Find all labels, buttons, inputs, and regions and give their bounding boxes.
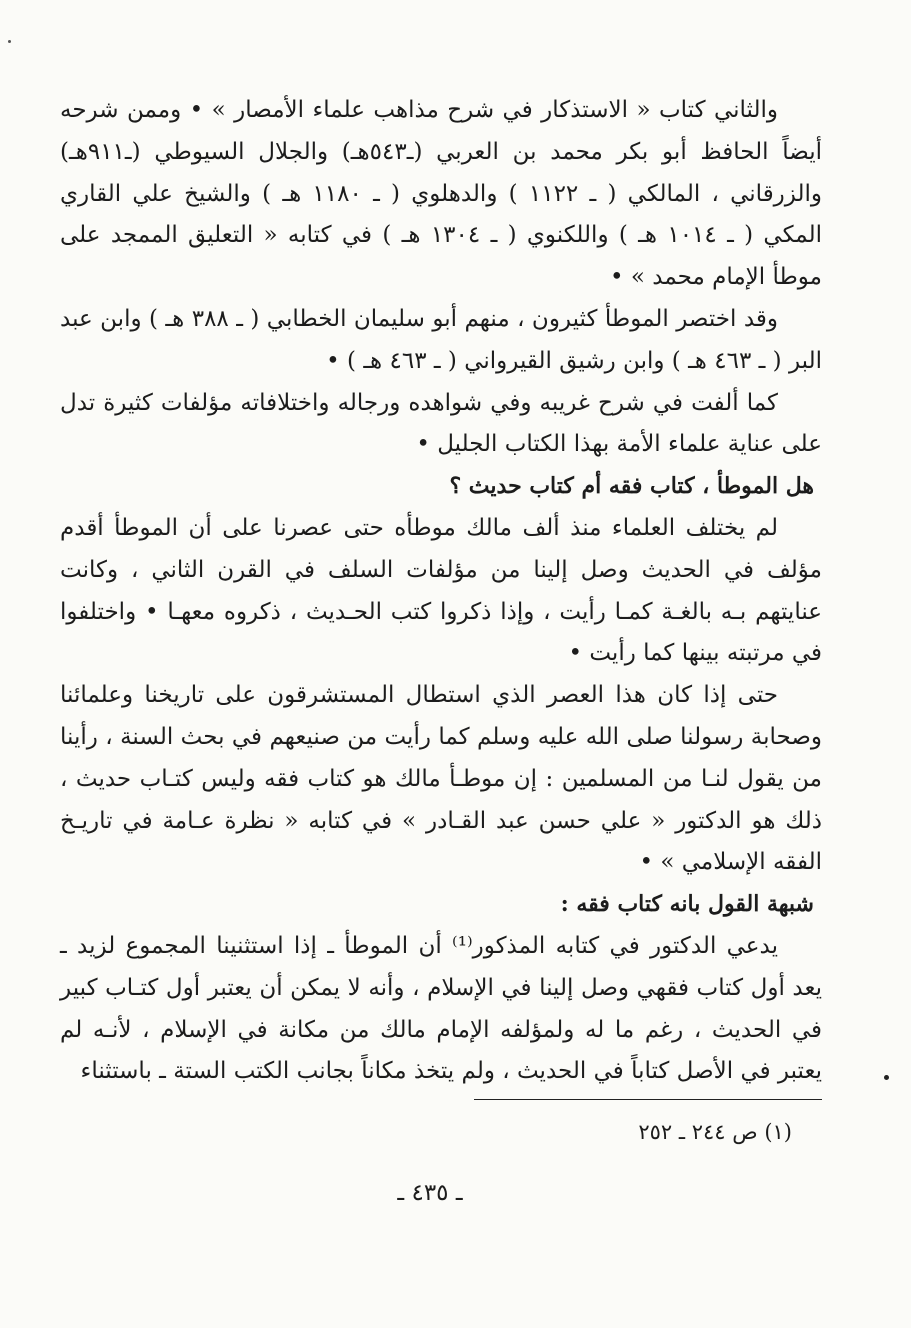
page-number: ـ ٤٣٥ ـ xyxy=(397,1180,463,1206)
footnote: (١) ص ٢٤٤ ـ ٢٥٢ xyxy=(638,1120,792,1145)
main-text xyxy=(60,90,822,1093)
paragraph-abridgements: وقد اختصر الموطأ كثيرون ، منهم أبو سليمان الخطابي ( ـ ٣٨٨ هـ ) وابن عبد البر ( ـ ٤٦٣ هـ ) وابن رشيق القيرواني ( ـ ٤٦٣ هـ ) • xyxy=(60,305,822,374)
paragraph-orientalists: حتى إذا كان هذا العصر الذي استطال المستشرقون على تاريخنا وعلمائنا وصحابة رسولنا صلى الله عليه وسلم كما رأيت من صنيعهم في بحث السنة ، رأينا من يقول لنـا من المسلمين : إن موطـأ مالك هو كتاب فقه وليس كتـاب حديث ، ذلك هو الدكتور « علي حسن عبد القـادر » في كتابه « نظرة عـامة في تاريـخ الفقه الإسلامي » • xyxy=(60,682,822,876)
paragraph-claim: يدعي الدكتور في كتابه المذكور⁽¹⁾ أن الموطأ ـ إذا استثنينا المجموع لزيد ـ يعد أول كتاب فقهي وصل إلينا في الإسلام ، وأنه لا يمكن أن يعتبر أول كتـاب كبير في الحديث ، رغم ما له ولمؤلفه الإمام مالك من مكانة في الإسلام ، لأنـه لم يعتبر في الأصل كتاباً في الحديث ، ولم يتخذ مكاناً بجانب الكتب الستة ـ باستثناء xyxy=(60,932,822,1085)
page-body xyxy=(60,90,822,1290)
section-heading-doubt: شبهة القول بانه كتاب فقه : xyxy=(560,891,814,918)
footnote-divider xyxy=(474,1099,822,1100)
section-heading-fiqh-or-hadith: هل الموطأ ، كتاب فقه أم كتاب حديث ؟ xyxy=(449,473,814,500)
paragraph-works: كما ألفت في شرح غريبه وفي شواهده ورجاله واختلافاته مؤلفات كثيرة تدل على عناية علماء الأمة بهذا الكتاب الجليل • xyxy=(60,389,822,458)
paragraph-scholars-agreement: لم يختلف العلماء منذ ألف مالك موطأه حتى عصرنا على أن الموطأ أقدم مؤلف في الحديث وصل إلينا من مؤلفات السلف في القرن الثاني ، وكانت عنايتهم بـه بالغـة كمـا رأيت ، وإذا ذكروا كتب الحـديث ، ذكروه معهـا • واختلفوا في مرتبته بينها كما رأيت • xyxy=(60,514,822,667)
corner-speck-mark xyxy=(8,40,11,43)
margin-dot-mark xyxy=(884,1075,889,1080)
paragraph-commentaries: والثاني كتاب « الاستذكار في شرح مذاهب علماء الأمصار » • وممن شرحه أيضاً الحافظ أبو بكر محمد بن العربي (ـ٥٤٣هـ) والجلال السيوطي (ـ٩١١هـ) والزرقاني ، المالكي ( ـ ١١٢٢ ) والدهلوي ( ـ ١١٨٠ هـ ) والشيخ علي القاري المكي ( ـ ١٠١٤ هـ ) واللكنوي ( ـ ١٣٠٤ هـ ) في كتابه « التعليق الممجد على موطأ الإمام محمد » • xyxy=(60,97,822,291)
